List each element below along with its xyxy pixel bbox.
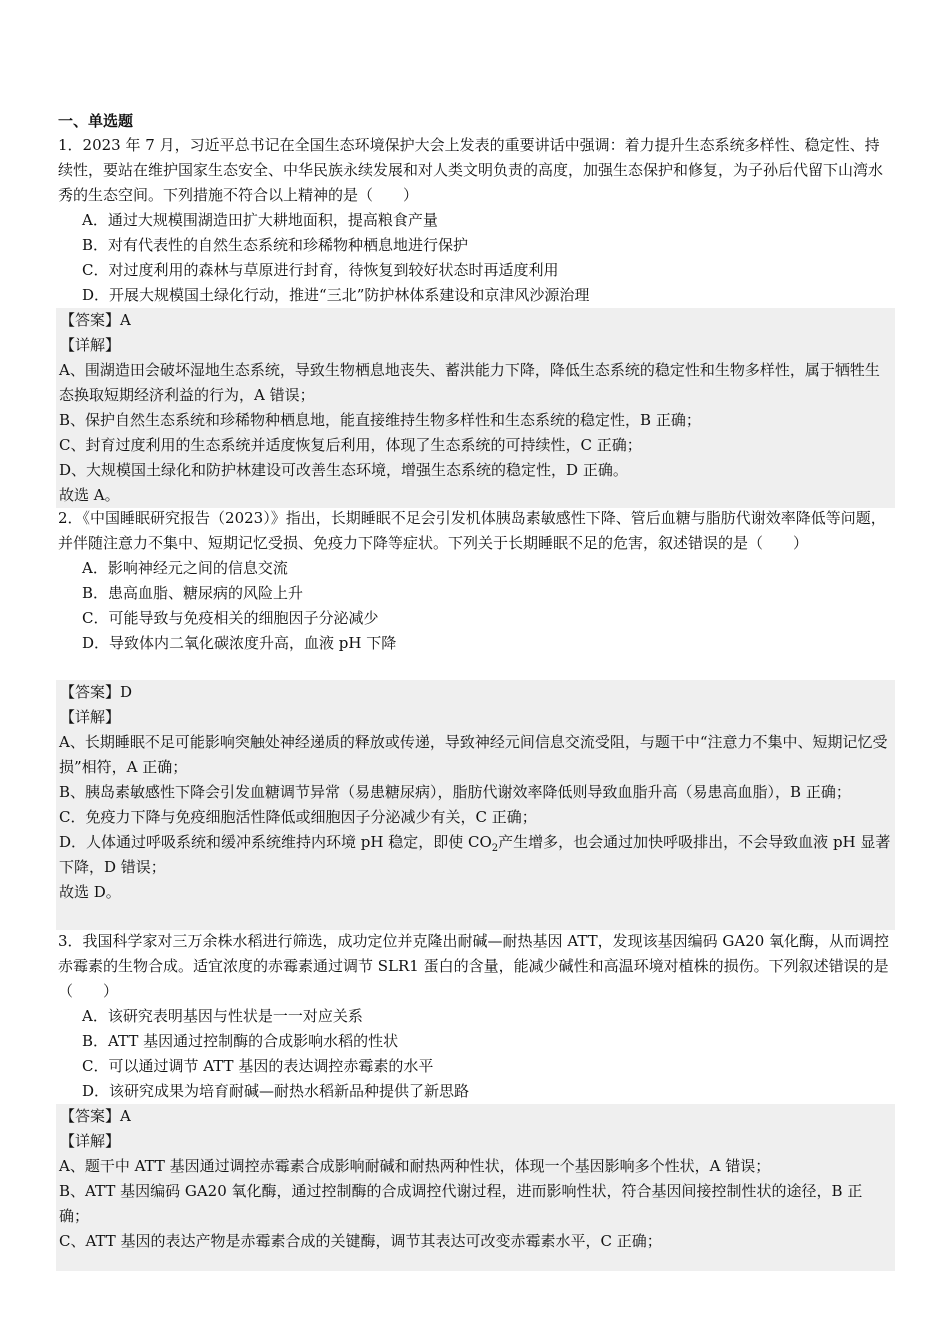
option-b: B．对有代表性的自然生态系统和珍稀物种栖息地进行保护 xyxy=(82,236,469,254)
option-a: A．影响神经元之间的信息交流 xyxy=(82,559,288,577)
conclusion: 故选 A。 xyxy=(59,486,120,504)
explanation-b: B、胰岛素敏感性下降会引发血糖调节异常（易患糖尿病），脂肪代谢效率降低则导致血脂升高（易患高血脂），B 正确； xyxy=(59,783,851,801)
explanation-c: C、ATT 基因的表达产物是赤霉素合成的关键酶，调节其表达可改变赤霉素水平，C 正确； xyxy=(59,1232,662,1250)
explanation-d: D、大规模国土绿化和防护林建设可改善生态环境，增强生态系统的稳定性，D 正确。 xyxy=(59,461,628,479)
explanation-a: A、题干中 ATT 基因通过调控赤霉素合成影响耐碱和耐热两种性状，体现一个基因影响多个性状，A 错误； xyxy=(59,1157,771,1175)
explanation-a: A、长期睡眠不足可能影响突触处神经递质的释放或传递，导致神经元间信息交流受阻，与题干中“注意力不集中、短期记忆受损”相符，A 正确； xyxy=(59,733,888,776)
option-d: D．开展大规模国土绿化行动，推进“三北”防护林体系建设和京津风沙源治理 xyxy=(82,286,590,304)
option-a: A．该研究表明基因与性状是一一对应关系 xyxy=(82,1007,363,1025)
option-c: C．对过度利用的森林与草原进行封育，待恢复到较好状态时再适度利用 xyxy=(82,261,559,279)
answer-label: 【答案】D xyxy=(60,683,133,701)
explanation-d-text: D．人体通过呼吸系统和缓冲系统维持内环境 pH 稳定，即使 CO xyxy=(59,833,492,851)
explanation-b: B、ATT 基因编码 GA20 氧化酶，通过控制酶的合成调控代谢过程，进而影响性状，符合基因间接控制性状的途径，B 正确； xyxy=(59,1182,863,1225)
detail-label: 【详解】 xyxy=(60,708,121,726)
option-a: A．通过大规模围湖造田扩大耕地面积，提高粮食产量 xyxy=(82,211,438,229)
answer-block-1 xyxy=(56,308,895,508)
question-3 xyxy=(58,929,894,1104)
detail-label: 【详解】 xyxy=(60,336,121,354)
explanation-c: C．免疫力下降与免疫细胞活性降低或细胞因子分泌减少有关，C 正确； xyxy=(59,808,537,826)
option-c: C．可能导致与免疫相关的细胞因子分泌减少 xyxy=(82,609,379,627)
answer-block-2 xyxy=(56,680,895,930)
subscript: 2 xyxy=(491,843,499,854)
question-2 xyxy=(58,506,894,656)
section-title: 一、单选题 xyxy=(58,112,134,130)
explanation-d xyxy=(59,830,892,880)
option-d: D．该研究成果为培育耐碱—耐热水稻新品种提供了新思路 xyxy=(82,1082,470,1100)
explanation-c: C、封育过度利用的生态系统并适度恢复后利用，体现了生态系统的可持续性，C 正确； xyxy=(59,436,642,454)
conclusion: 故选 D。 xyxy=(59,883,121,901)
answer-label: 【答案】A xyxy=(60,1107,131,1125)
detail-label: 【详解】 xyxy=(60,1132,121,1150)
option-d: D．导致体内二氧化碳浓度升高，血液 pH 下降 xyxy=(82,634,397,652)
answer-label: 【答案】A xyxy=(60,311,131,329)
question-stem: 1．2023 年 7 月，习近平总书记在全国生态环境保护大会上发表的重要讲话中强调：着力提升生态系统多样性、稳定性、持续性，要站在维护国家生态安全、中华民族永续发展和对人类文明负责的高度，加强生态保护和修复，为子孙后代留下山湾水秀的生态空间。下列措施不符合以上精神的是（ ） xyxy=(58,136,884,204)
question-stem: 2．《中国睡眠研究报告（2023）》指出，长期睡眠不足会引发机体胰岛素敏感性下降、管后血糖与脂肪代谢效率降低等问题，并伴随注意力不集中、短期记忆受损、免疫力下降等症状。下列关于长期睡眠不足的危害，叙述错误的是（ ） xyxy=(58,509,886,552)
option-b: B．患高血脂、糖尿病的风险上升 xyxy=(82,584,304,602)
option-b: B．ATT 基因通过控制酶的合成影响水稻的性状 xyxy=(82,1032,399,1050)
question-stem: 3．我国科学家对三万余株水稻进行筛选，成功定位并克隆出耐碱—耐热基因 ATT，发现该基因编码 GA20 氧化酶，从而调控赤霉素的生物合成。适宜浓度的赤霉素通过调节 SLR1 蛋白的含量，能减少碱性和高温环境对植株的损伤。下列叙述错误的是（ ） xyxy=(58,932,890,1000)
question-1 xyxy=(58,133,894,308)
option-c: C．可以通过调节 ATT 基因的表达调控赤霉素的水平 xyxy=(82,1057,434,1075)
explanation-b: B、保护自然生态系统和珍稀物种栖息地，能直接维持生物多样性和生态系统的稳定性，B 正确； xyxy=(59,411,701,429)
answer-block-3 xyxy=(56,1104,895,1271)
explanation-a: A、围湖造田会破坏湿地生态系统，导致生物栖息地丧失、蓄洪能力下降，降低生态系统的稳定性和生物多样性，属于牺牲生态换取短期经济利益的行为，A 错误； xyxy=(59,361,880,404)
explanation-d-text-rest: 产生增多，也会通过加快呼吸排出，不会导致血液 pH 显著下降，D 错误； xyxy=(59,833,891,876)
